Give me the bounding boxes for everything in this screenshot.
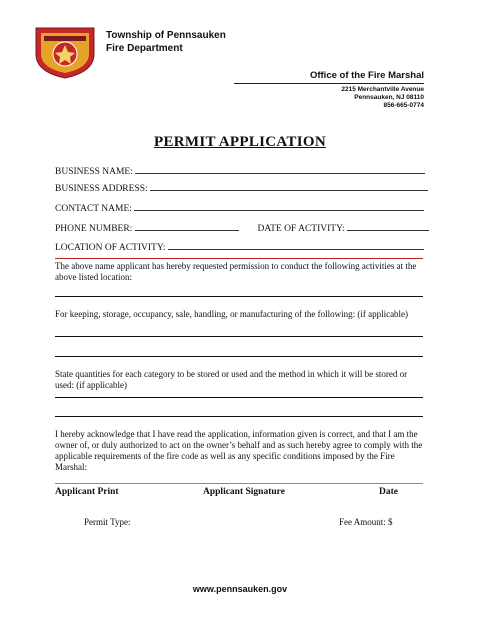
date-label: Date: [379, 487, 398, 497]
fire-department-logo: [30, 24, 100, 80]
location-of-activity-label: LOCATION OF ACTIVITY:: [55, 243, 166, 253]
quantities-answer-line-2[interactable]: [55, 416, 423, 417]
phone-number-label: PHONE NUMBER:: [55, 224, 133, 234]
office-address-block: [234, 70, 424, 110]
org-name: Township of Pennsauken: [106, 30, 226, 41]
business-address-label: BUSINESS ADDRESS:: [55, 184, 148, 194]
section-divider: [55, 258, 423, 259]
quantities-answer-line-1[interactable]: [55, 397, 423, 398]
contact-name-label: CONTACT NAME:: [55, 204, 132, 214]
page-title: PERMIT APPLICATION: [154, 134, 326, 150]
date-of-activity-field[interactable]: [347, 221, 429, 231]
activities-paragraph: The above name applicant has hereby requested permission to conduct the following activities at the above listed location:: [55, 261, 417, 282]
business-name-row: [55, 164, 425, 178]
applicant-signature-label: Applicant Signature: [203, 487, 285, 497]
office-divider: [234, 83, 424, 84]
office-address-line-1: 2215 Merchantville Avenue: [341, 86, 424, 93]
business-name-label: BUSINESS NAME:: [55, 167, 133, 177]
website-link[interactable]: www.pennsauken.gov: [192, 584, 288, 594]
date-of-activity-label: DATE OF ACTIVITY:: [257, 224, 345, 234]
location-of-activity-field[interactable]: [168, 240, 424, 250]
keeping-answer-line-1[interactable]: [55, 336, 423, 337]
contact-name-field[interactable]: [134, 201, 424, 211]
quantities-paragraph: State quantities for each category to be stored or used and the method in which it will be stored or used: (if applicable): [55, 369, 408, 390]
department-name: Fire Department: [106, 43, 183, 54]
business-address-row: [55, 181, 428, 195]
phone-number-field[interactable]: [135, 221, 239, 231]
business-name-field[interactable]: [135, 164, 425, 174]
contact-name-row: [55, 201, 424, 215]
applicant-print-label: Applicant Print: [55, 487, 119, 497]
activities-answer-line[interactable]: [55, 296, 423, 297]
office-title: Office of the Fire Marshal: [309, 70, 424, 81]
office-address-line-2: Pennsauken, NJ 08110: [354, 94, 424, 101]
phone-number-row: [55, 221, 429, 235]
acknowledgement-paragraph: I hereby acknowledge that I have read the application, information given is correct, and that I am the owner of, or duly authorized to act on the owner’s behalf and as such hereby agree to comply with the applicable requirements of the fire code as well as any specific conditions imposed by the Fire Marshal:: [55, 429, 423, 472]
signature-line[interactable]: [55, 483, 423, 484]
keeping-paragraph: For keeping, storage, occupancy, sale, handling, or manufacturing of the following: (if applicable): [55, 309, 409, 319]
permit-type-label: Permit Type:: [84, 517, 131, 527]
fee-amount-label: Fee Amount: $: [339, 517, 393, 527]
office-phone: 856-665-0774: [383, 102, 424, 109]
business-address-field[interactable]: [150, 181, 428, 191]
location-of-activity-row: [55, 240, 424, 254]
keeping-answer-line-2[interactable]: [55, 356, 423, 357]
